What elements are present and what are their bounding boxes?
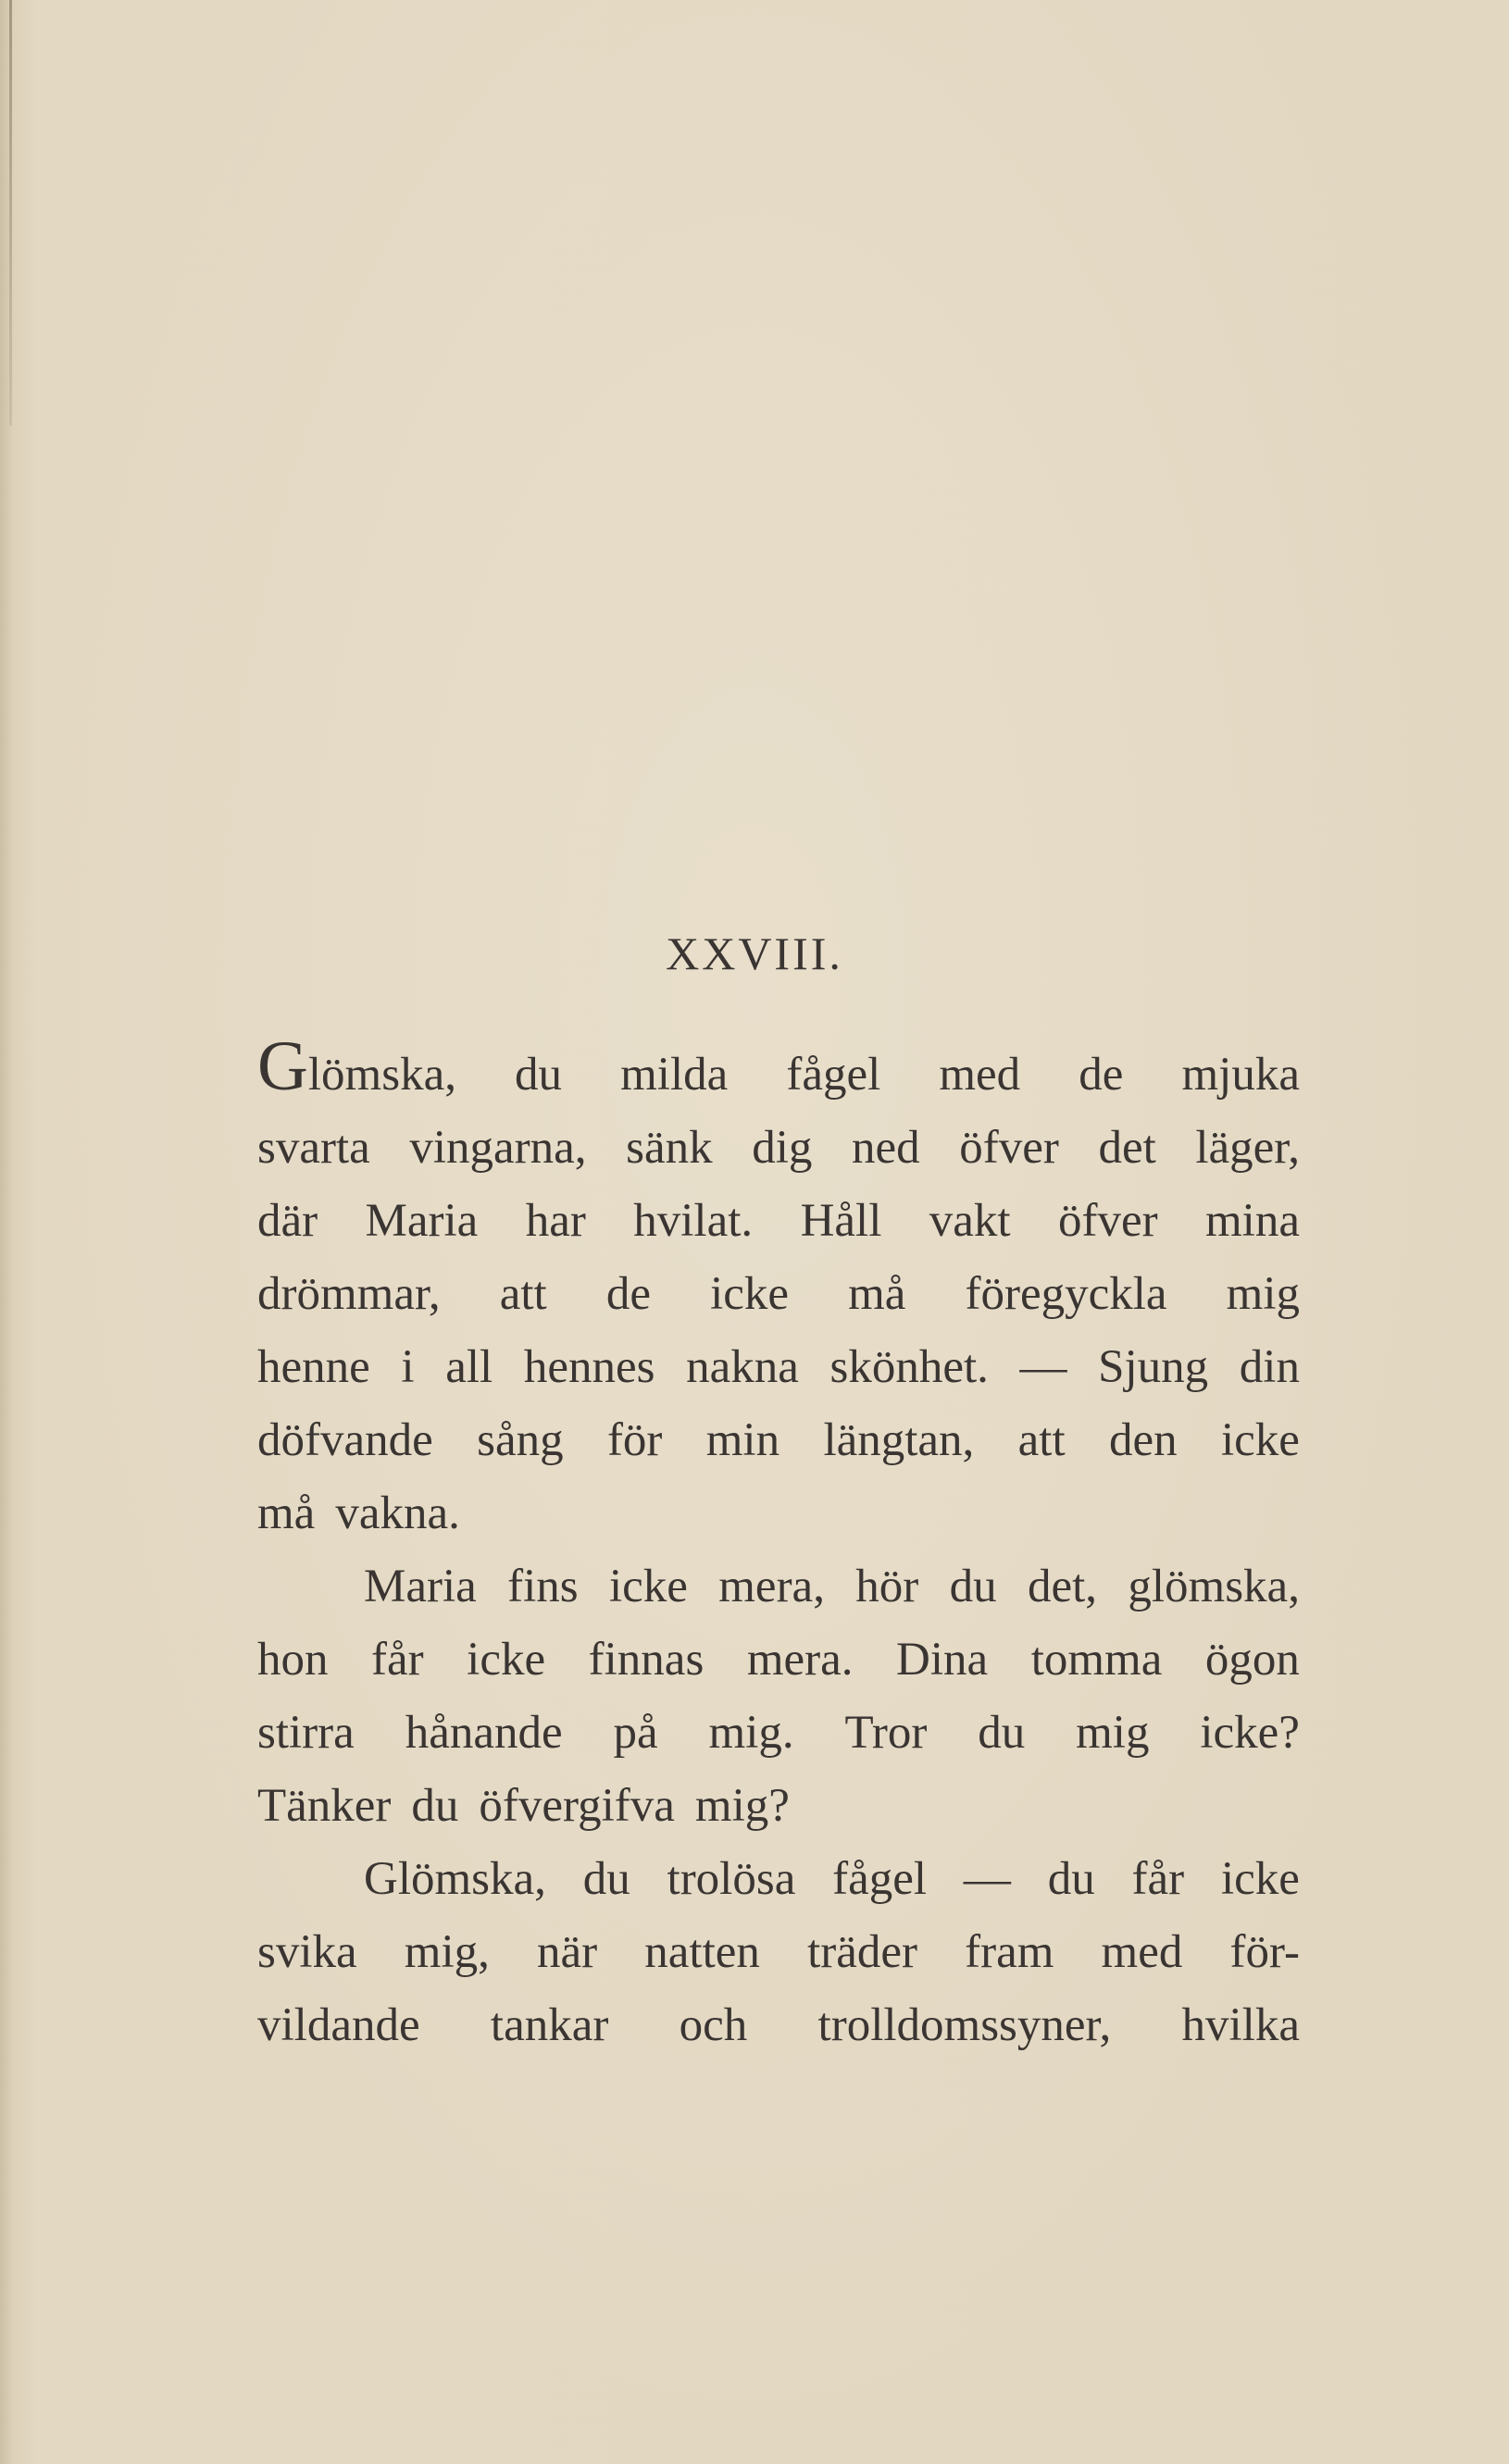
drop-cap: G xyxy=(257,1027,308,1105)
word: fram xyxy=(965,1926,1054,1978)
word: fågel xyxy=(832,1853,928,1905)
word: icke xyxy=(608,1561,688,1612)
text-line xyxy=(257,1697,1300,1770)
word: mig xyxy=(1076,1707,1150,1759)
word: får xyxy=(1131,1853,1185,1905)
word: må xyxy=(257,1487,316,1539)
text-line xyxy=(257,1916,1300,1989)
word: Håll xyxy=(800,1195,882,1247)
word: henne xyxy=(257,1341,370,1393)
text-line xyxy=(257,1624,1300,1697)
word: längtan, xyxy=(823,1414,975,1466)
word: dig xyxy=(752,1122,813,1174)
word: du xyxy=(949,1561,997,1612)
word: de xyxy=(1079,1049,1124,1101)
word: mjuka xyxy=(1181,1049,1300,1101)
word: läger, xyxy=(1195,1122,1300,1174)
word: hennes xyxy=(523,1341,655,1393)
word: hör xyxy=(855,1561,919,1612)
word: du xyxy=(515,1049,563,1101)
word: med xyxy=(939,1049,1021,1101)
text-line xyxy=(257,1027,1300,1112)
word: icke xyxy=(1220,1853,1300,1905)
text-line xyxy=(257,1477,1300,1550)
text-line xyxy=(257,1112,1300,1185)
word: Sjung xyxy=(1098,1341,1209,1393)
word: öfver xyxy=(959,1122,1059,1174)
word: öfver xyxy=(1058,1195,1158,1247)
word: får xyxy=(371,1634,424,1686)
word: vakna. xyxy=(335,1487,460,1539)
word: ned xyxy=(852,1122,920,1174)
word: skönhet. xyxy=(829,1341,989,1393)
word: Tänker xyxy=(257,1780,392,1832)
word: den xyxy=(1108,1414,1178,1466)
word: finnas xyxy=(588,1634,705,1686)
text-line xyxy=(257,1770,1300,1843)
word: icke xyxy=(467,1634,546,1686)
word: mig, xyxy=(404,1926,490,1978)
word: — xyxy=(963,1853,1011,1905)
word: hvilka xyxy=(1181,1999,1300,2051)
word: milda xyxy=(620,1049,729,1101)
word: tomma xyxy=(1030,1634,1163,1686)
word: det, xyxy=(1027,1561,1098,1612)
word: hvilat. xyxy=(633,1195,754,1247)
word: glömska, xyxy=(1128,1561,1300,1612)
word: icke? xyxy=(1200,1707,1300,1759)
word: icke xyxy=(710,1268,790,1320)
word: de xyxy=(605,1268,651,1320)
word: — xyxy=(1019,1341,1067,1393)
word: hånande xyxy=(405,1707,563,1759)
word: drömmar, xyxy=(257,1268,441,1320)
word: för- xyxy=(1229,1926,1300,1978)
word: icke xyxy=(1220,1414,1300,1466)
word: mig? xyxy=(694,1780,790,1832)
word: mig. xyxy=(708,1707,794,1759)
word: Glömska, xyxy=(257,1027,456,1105)
word: mina xyxy=(1205,1195,1300,1247)
word: träder xyxy=(807,1926,917,1978)
word: din xyxy=(1239,1341,1300,1393)
text-line xyxy=(257,1404,1300,1477)
word: Dina xyxy=(896,1634,989,1686)
text-line xyxy=(257,1258,1300,1331)
text-line xyxy=(257,1989,1300,2062)
word: all xyxy=(445,1341,493,1393)
word: har xyxy=(525,1195,586,1247)
word: när xyxy=(537,1926,598,1978)
word: där xyxy=(257,1195,318,1247)
word: sänk xyxy=(626,1122,713,1174)
page-edge-shadow xyxy=(9,0,12,426)
word: vingarna, xyxy=(409,1122,587,1174)
word: tankar xyxy=(490,1999,609,2051)
word: fins xyxy=(507,1561,579,1612)
word: trolldomssyner, xyxy=(817,1999,1112,2051)
word: vakt xyxy=(929,1195,1011,1247)
word: med xyxy=(1101,1926,1183,1978)
word: du xyxy=(582,1853,630,1905)
text-line xyxy=(257,1843,1300,1916)
word: min xyxy=(705,1414,780,1466)
word: mig xyxy=(1226,1268,1300,1320)
word: svarta xyxy=(257,1122,370,1174)
word: du xyxy=(978,1707,1026,1759)
word: nakna xyxy=(686,1341,799,1393)
word: du xyxy=(1047,1853,1095,1905)
text-line xyxy=(257,1550,1300,1624)
word: mera, xyxy=(718,1561,825,1612)
text-line xyxy=(257,1331,1300,1404)
word: sång xyxy=(477,1414,564,1466)
word: för xyxy=(606,1414,663,1466)
word: på xyxy=(613,1707,658,1759)
word: vildande xyxy=(257,1999,420,2051)
word: må xyxy=(848,1268,906,1320)
chapter-body-text xyxy=(257,1027,1300,2062)
word: och xyxy=(679,1999,748,2051)
word: du xyxy=(411,1780,459,1832)
word: natten xyxy=(644,1926,760,1978)
word: stirra xyxy=(257,1707,355,1759)
word: Tror xyxy=(844,1707,928,1759)
word: hon xyxy=(257,1634,329,1686)
word: Maria xyxy=(364,1561,477,1612)
word: att xyxy=(499,1268,547,1320)
word: öfvergifva xyxy=(479,1780,675,1832)
word: i xyxy=(401,1341,415,1393)
word: svika xyxy=(257,1926,357,1978)
word: Maria xyxy=(365,1195,479,1247)
text-line xyxy=(257,1185,1300,1258)
word: Glömska, xyxy=(364,1853,546,1905)
word: ögon xyxy=(1204,1634,1300,1686)
word: trolösa xyxy=(667,1853,796,1905)
chapter-heading: XXVIII. xyxy=(666,927,843,979)
word: att xyxy=(1017,1414,1066,1466)
word: fågel xyxy=(786,1049,881,1101)
word: döfvande xyxy=(257,1414,433,1466)
word: mera. xyxy=(746,1634,854,1686)
word: det xyxy=(1098,1122,1156,1174)
word: föregyckla xyxy=(965,1268,1167,1320)
